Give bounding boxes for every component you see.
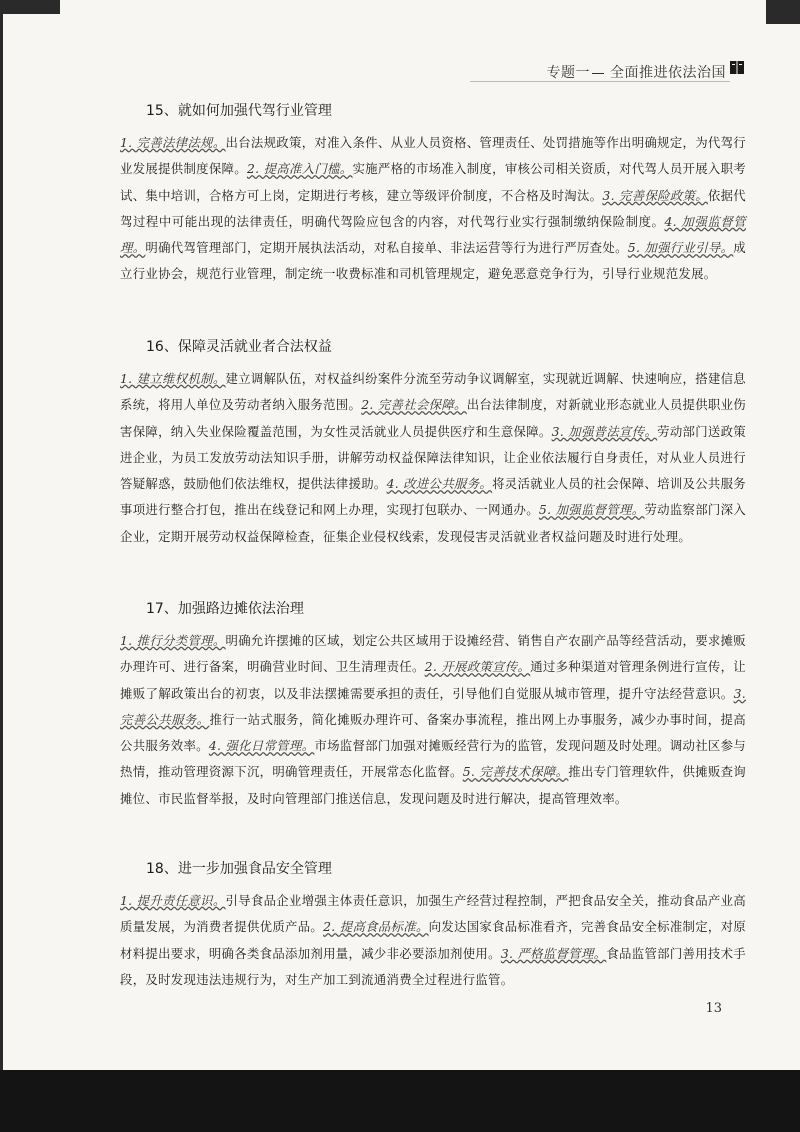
- body-text: 推出专门管理软件，供摊贩查询摊位、市民监督举报，及时向管理部门推送信息，发现问题及时进行解决，提高管理效率。: [120, 764, 746, 806]
- body-text: 劳动监察部门深入企业，定期开展劳动权益保障检查，征集企业侵权线索，发现侵害灵活就业者权益问题及时进行处理。: [120, 502, 747, 544]
- section-title: 15、就如何加强代驾行业管理: [146, 103, 332, 119]
- body-text: 出台法律制度，对新就业形态就业人员提供职业伤害保障，纳入失业保险覆盖范围，为女性灵活就业人员提供医疗和生意保障。: [120, 397, 747, 439]
- section-15: [120, 100, 746, 288]
- body-text: 将灵活就业人员的社会保障、培训及公共服务事项进行整合打包，推出在线登记和网上办理，实现打包联办、一网通办。: [120, 476, 746, 518]
- section-body: [120, 130, 746, 288]
- body-text: 出台法规政策，对准入条件、从业人员资格、管理责任、处罚措施等作出明确规定，为代驾行业发展提供制度保障。: [120, 135, 746, 177]
- section-title: 16、保障灵活就业者合法权益: [146, 339, 332, 355]
- header-dash: [592, 73, 604, 74]
- scan-edge-top-left: [0, 0, 60, 14]
- section-18: [120, 858, 746, 993]
- body-text: 向发达国家食品标准看齐，完善食品安全标准制定，对原材料提出要求，明确各类食品添加剂用量，减少非必要添加剂使用。: [120, 919, 746, 961]
- key-point: 4. 改进公共服务。: [386, 476, 493, 492]
- section-body: [120, 888, 746, 993]
- key-point: 3. 完善保险政策。: [602, 187, 708, 203]
- key-point: 3. 严格监督管理。: [500, 945, 607, 961]
- key-point: 3. 完善公共服务。: [120, 685, 746, 727]
- scan-edge-bottom: [0, 1070, 800, 1132]
- section-body: [120, 366, 746, 550]
- book-icon: [730, 60, 744, 75]
- body-text: 市场监督部门加强对摊贩经营行为的监管，发现问题及时处理。调动社区参与热情，推动管理资源下沉，明确管理责任，开展常态化监督。: [120, 738, 746, 780]
- body-text: 实施严格的市场准入制度，审核公司相关资质，对代驾人员开展入职考试、集中培训，合格方可上岗，定期进行考核，建立等级评价制度，不合格及时淘汰。: [120, 161, 747, 203]
- header-subject: 全面推进依法治国: [610, 65, 726, 81]
- section-16: [120, 336, 746, 550]
- body-text: 明确允许摆摊的区域，划定公共区域用于设摊经营、销售自产农副产品等经营活动，要求摊贩办理许可、进行备案，明确营业时间、卫生清理责任。: [120, 633, 746, 675]
- key-point: 4. 加强监督管理。: [120, 213, 746, 256]
- body-text: 依据代驾过程中可能出现的法律责任，明确代驾险应包含的内容，对代驾行业实行强制缴纳保险制度。: [120, 187, 747, 229]
- key-point: 2. 开展政策宣传。: [424, 659, 531, 675]
- scan-edge-left: [0, 0, 3, 1132]
- body-text: 通过多种渠道对管理条例进行宣传，让摊贩了解政策出台的初衷，以及非法摆摊需要承担的责任，引导他们自觉服从城市管理，提升守法经营意识。: [120, 659, 747, 701]
- key-point: 5. 加强行业引导。: [627, 240, 734, 256]
- header-rule: [470, 81, 730, 82]
- key-point: 2. 提高准入门槛。: [246, 161, 353, 177]
- key-point: 5. 加强监督管理。: [538, 502, 645, 518]
- body-text: 明确代驾管理部门，定期开展执法活动，对私自接单、非法运营等行为进行严厉查处。: [145, 240, 628, 256]
- key-point: 4. 强化日常管理。: [208, 738, 315, 754]
- section-title: 17、加强路边摊依法治理: [146, 601, 304, 617]
- body-text: 建立调解队伍，对权益纠纷案件分流至劳动争议调解室，实现就近调解、快速响应，搭建信息系统，将用人单位及劳动者纳入服务范围。: [120, 371, 746, 413]
- body-text: 推行一站式服务，简化摊贩办理许可、备案办事流程，推出网上办事服务，减少办事时间，提高公共服务效率。: [120, 711, 746, 754]
- body-text: 劳动部门送政策进企业，为员工发放劳动法知识手册，讲解劳动权益保障法律知识，让企业依法履行自身责任，对从业人员进行答疑解惑，鼓励他们依法维权，提供法律援助。: [120, 423, 746, 492]
- key-point: 1. 提升责任意识。: [120, 893, 226, 908]
- key-point: 2. 提高食品标准。: [323, 919, 429, 935]
- key-point: 2. 完善社会保障。: [361, 397, 467, 413]
- running-header: [547, 62, 727, 82]
- key-point: 1. 推行分类管理。: [120, 633, 226, 648]
- body-text: 成立行业协会，规范行业管理，制定统一收费标准和司机管理规定，避免恶意竞争行为，引导行业规范发展。: [120, 240, 746, 282]
- header-topic: 专题一: [546, 65, 590, 81]
- section-17: [120, 598, 746, 812]
- body-text: 引导食品企业增强主体责任意识，加强生产经营过程控制，严把食品安全关，推动食品产业高质量发展，为消费者提供优质产品。: [120, 893, 746, 935]
- scan-edge-top-right: [766, 0, 800, 24]
- key-point: 1. 建立维权机制。: [120, 371, 226, 386]
- key-point: 1. 完善法律法规。: [120, 135, 226, 150]
- page-number: 13: [705, 1001, 722, 1016]
- section-title: 18、进一步加强食品安全管理: [146, 861, 332, 877]
- body-text: 食品监管部门善用技术手段，及时发现违法违规行为，对生产加工到流通消费全过程进行监管。: [120, 945, 746, 987]
- section-body: [120, 628, 746, 812]
- key-point: 5. 完善技术保障。: [462, 764, 569, 780]
- key-point: 3. 加强普法宣传。: [551, 423, 658, 439]
